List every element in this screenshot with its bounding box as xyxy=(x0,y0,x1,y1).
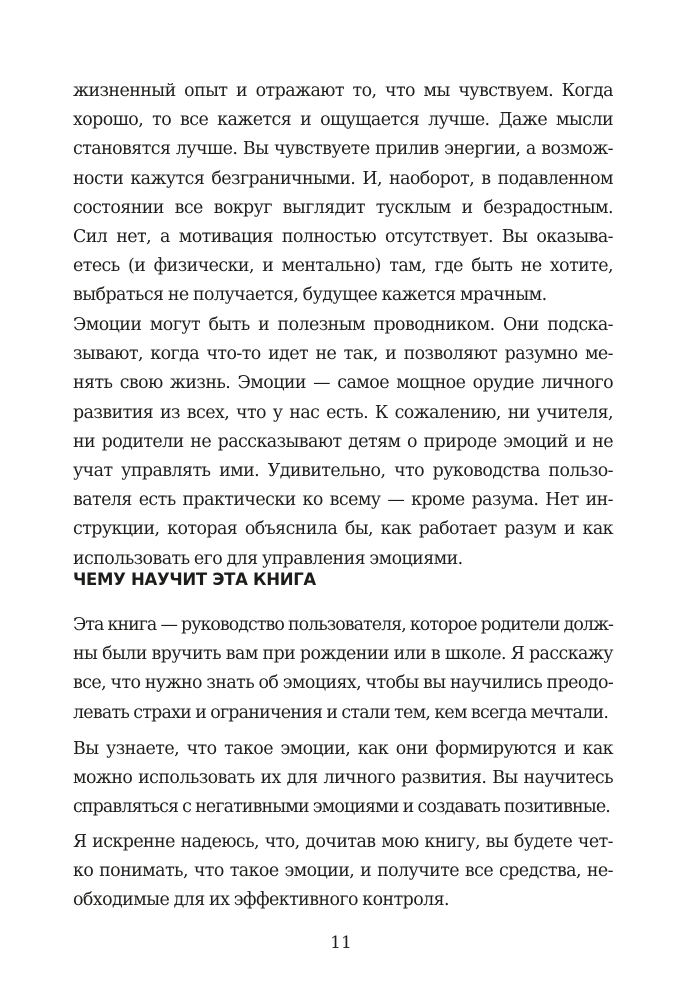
paragraph-1 xyxy=(73,77,613,311)
section-heading: ЧЕМУ НАУЧИТ ЭТА КНИГА xyxy=(73,570,316,589)
paragraph-line: учат управлять ими. Удивительно, что руководства пользо- xyxy=(73,460,613,481)
paragraph-line: жизненный опыт и отражают то, что мы чувствуем. Когда xyxy=(73,81,613,101)
paragraph-line: ны были вручить вам при рождении или в школе. Я расскажу xyxy=(73,644,613,665)
paragraph-line: ни родители не рассказывают детям о природе эмоций и не xyxy=(73,431,613,452)
paragraph-line: нять свою жизнь. Эмоции — самое мощное орудие личного xyxy=(73,373,613,394)
paragraph-line: зывают, когда что-то идет не так, и позволяют разумно ме- xyxy=(73,344,613,365)
paragraph-line: становятся лучше. Вы чувствуете прилив энергии, а возмож- xyxy=(73,139,613,160)
paragraph-line: Сил нет, а мотивация полностью отсутствует. Вы оказыва- xyxy=(73,226,613,247)
paragraph-line: Эта книга — руководство пользователя, которое родители долж- xyxy=(73,615,613,635)
paragraph-line: Я искренне надеюсь, что, дочитав мою книгу, вы будете чет- xyxy=(73,832,613,852)
paragraph-line: использовать его для управления эмоциями. xyxy=(73,548,463,569)
paragraph-line: хорошо, то все кажется и ощущается лучше. Даже мысли xyxy=(73,110,613,131)
paragraph-line: выбраться не получается, будущее кажется мрачным. xyxy=(73,285,547,306)
paragraph-line: развития из всех, что у нас есть. К сожалению, ни учителя, xyxy=(73,402,613,423)
paragraph-line: можно использовать их для личного развития. Вы научитесь xyxy=(73,768,613,789)
paragraph-line: ко понимать, что такое эмоции, и получите все средства, не- xyxy=(73,861,613,882)
paragraph-line: левать страхи и ограничения и стали тем, кем всегда мечтали. xyxy=(73,702,609,723)
paragraph-4 xyxy=(73,735,613,823)
paragraph-2 xyxy=(73,311,613,574)
paragraph-line: Вы узнаете, что такое эмоции, как они формируются и как xyxy=(73,739,613,759)
paragraph-line: справляться с негативными эмоциями и создавать позитивные. xyxy=(73,797,610,818)
paragraph-line: все, что нужно знать об эмоциях, чтобы вы научились преодо- xyxy=(73,673,614,694)
paragraph-3 xyxy=(73,611,613,728)
paragraph-line: етесь (и физически, и ментально) там, где быть не хотите, xyxy=(73,256,613,277)
paragraph-line: состоянии все вокруг выглядит тусклым и безрадостным. xyxy=(73,197,613,218)
paragraph-5 xyxy=(73,828,613,916)
paragraph-line: ности кажутся безграничными. И, наоборот, в подавленном xyxy=(73,168,613,189)
paragraph-line: Эмоции могут быть и полезным проводником. Они подска- xyxy=(73,315,613,335)
page-number: 11 xyxy=(330,933,352,953)
paragraph-line: обходимые для их эффективного контроля. xyxy=(73,890,450,911)
paragraph-line: вателя есть практически ко всему — кроме разума. Нет ин- xyxy=(73,490,613,511)
paragraph-line: струкции, которая объяснила бы, как работает разум и как xyxy=(73,519,613,540)
